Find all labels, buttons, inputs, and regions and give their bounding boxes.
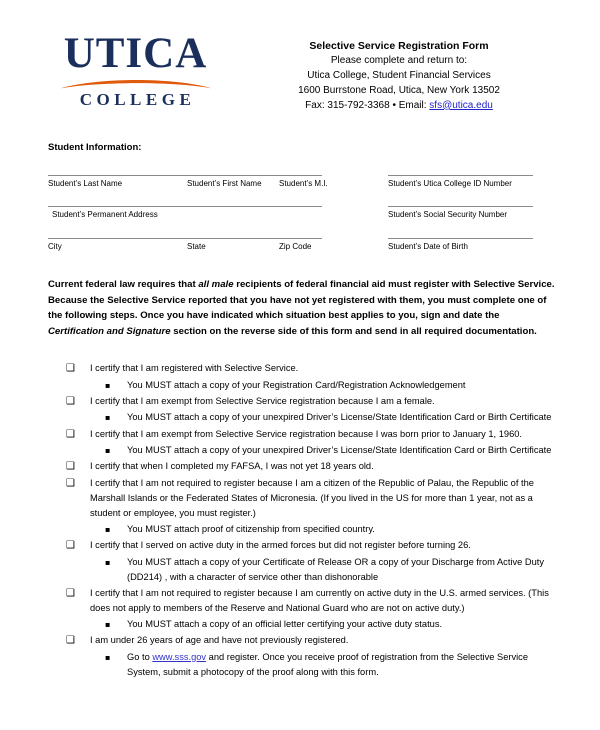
label-last-name: Student’s Last Name (48, 179, 123, 188)
bullet-icon: ▪ (105, 380, 111, 390)
field-row-city-state-zip (48, 238, 555, 252)
checkbox-icon[interactable]: ❑ (66, 587, 75, 599)
ssn-label-wrap (388, 210, 533, 220)
dob-group (388, 238, 533, 252)
checklist-option[interactable] (66, 538, 558, 554)
checklist-subnote (105, 522, 558, 537)
checklist-option-text: I certify that I am registered with Selective Service. (90, 363, 299, 374)
label-college-id: Student’s Utica College ID Number (388, 179, 512, 188)
logo-wordmark-utica: UTICA (63, 30, 208, 77)
checklist-option[interactable] (66, 476, 558, 521)
address-input-line[interactable] (48, 206, 322, 207)
field-row-name (48, 175, 555, 189)
college-id-label-wrap (388, 179, 533, 189)
bullet-icon: ▪ (105, 413, 111, 423)
checklist-option-text: I certify that I am exempt from Selective Service registration because I was born prior to January 1, 1960. (90, 428, 522, 439)
name-input-line[interactable] (48, 175, 322, 176)
federal-law-notice (0, 277, 600, 339)
student-information-heading: Student Information: (48, 142, 142, 153)
student-fields-grid (48, 175, 555, 252)
page-header (0, 0, 600, 111)
bullet-icon: ▪ (105, 525, 111, 534)
checklist-option-text: I certify that I am not required to register because I am currently on active duty in the U.S. armed services. (This does not apply to members of the Reserve and National Guard who are not on active duty.) (90, 587, 549, 613)
checklist-option-text: I certify that I am exempt from Selective Service registration because I am a female. (90, 395, 435, 406)
city-state-zip-group (48, 238, 322, 252)
checkbox-icon[interactable]: ❑ (66, 461, 75, 473)
address-label-wrap (48, 210, 322, 220)
checklist-option-text: I certify that I am not required to register because I am a citizen of the Republic of Palau, the Republic of the Marshall Islands or the Federated States of Micronesia. (If you lived in the US for more than 1 year, not as a student or employee, you must register.) (90, 477, 534, 518)
header-address-block (223, 30, 555, 113)
checkbox-icon[interactable]: ❑ (66, 477, 75, 489)
logo-wordmark-college: COLLEGE (79, 89, 196, 109)
page-title: Selective Service Registration Form (309, 40, 489, 52)
utica-college-logo (48, 30, 223, 110)
bullet-icon: ▪ (105, 557, 111, 567)
checklist-option[interactable] (66, 633, 558, 649)
checklist-subnote-text (127, 650, 558, 680)
checkbox-icon[interactable]: ❑ (66, 363, 75, 375)
ssn-group (388, 206, 533, 220)
ssn-input-line[interactable] (388, 206, 533, 207)
name-fields-group (48, 175, 328, 189)
college-id-input-line[interactable] (388, 175, 533, 176)
header-contact-line (243, 99, 555, 114)
checklist-subnote (105, 617, 558, 632)
header-fax-text: Fax: 315-792-3368 • Email: (305, 99, 430, 111)
label-state: State (187, 241, 206, 251)
dob-input-line[interactable] (388, 238, 533, 239)
address-group (48, 206, 322, 220)
subnote-suffix: and register. Once you receive proof of registration from the Selective Service System, submit a photocopy of the proof along with this form. (127, 651, 528, 677)
label-city: City (48, 241, 62, 251)
bullet-icon: ▪ (105, 446, 111, 456)
bullet-icon: ▪ (105, 652, 111, 662)
checklist-option[interactable] (66, 427, 558, 443)
checklist-subnote-text: You MUST attach a copy of your unexpired Driver’s License/State Identification Card or Birth Certificate (127, 412, 552, 423)
checklist-subnote-text: You MUST attach a copy of your Registration Card/Registration Acknowledgement (127, 379, 466, 390)
checklist-option-text: I am under 26 years of age and have not previously registered. (90, 635, 349, 646)
checklist-subnote (105, 378, 558, 393)
notice-part-1: Current federal law requires that (48, 279, 199, 291)
checklist-option[interactable] (66, 394, 558, 410)
dob-label-wrap (388, 242, 533, 252)
checkbox-icon[interactable]: ❑ (66, 635, 75, 647)
checklist-option-text: I certify that I served on active duty in the armed forces but did not register before turning 26. (90, 540, 471, 551)
city-state-zip-labels (48, 242, 322, 252)
header-street-address: 1600 Burrstone Road, Utica, New York 13502 (298, 84, 500, 96)
checkbox-icon[interactable]: ❑ (66, 395, 75, 407)
notice-part-2: recipients of federal financial aid must register with Selective Service. Because the Selective Service reported that you have not yet registered with them, you must complete one of the following steps. Once you have indicated which situation best applies to you, sign and date the (48, 279, 555, 322)
label-middle-initial: Student’s M.I. (279, 179, 328, 188)
certification-checklist (0, 361, 600, 679)
notice-part-3: section on the reverse side of this form and send in all required documentation. (170, 325, 537, 337)
subnote-prefix: Go to (127, 651, 153, 662)
checkbox-icon[interactable]: ❑ (66, 540, 75, 552)
checklist-subnote-text: You MUST attach a copy of your Certificate of Release OR a copy of your Discharge from Active Duty (DD214) , with a character of service other than dishonorable (127, 556, 544, 582)
field-row-address (48, 206, 555, 220)
checklist-option[interactable] (66, 459, 558, 475)
checklist-subnote (105, 555, 558, 585)
notice-emphasis-all-male: all male (198, 279, 234, 291)
checklist-subnote-text: You MUST attach a copy of your unexpired Driver’s License/State Identification Card or Birth Certificate (127, 445, 552, 456)
checkbox-icon[interactable]: ❑ (66, 428, 75, 440)
student-information-section (0, 142, 600, 252)
label-first-name: Student’s First Name (187, 179, 262, 188)
bullet-icon: ▪ (105, 619, 111, 629)
label-date-of-birth: Student’s Date of Birth (388, 241, 468, 251)
checklist-subnote (105, 410, 558, 425)
checklist-option-text: I certify that when I completed my FAFSA, I was not yet 18 years old. (90, 461, 374, 472)
sss-gov-link[interactable]: www.sss.gov (152, 651, 207, 662)
header-department: Utica College, Student Financial Services (307, 70, 491, 82)
checklist-option[interactable] (66, 586, 558, 616)
checklist-subnote (105, 443, 558, 458)
checklist-option[interactable] (66, 361, 558, 377)
label-zip-code: Zip Code (279, 241, 312, 251)
checklist-subnote-text: You MUST attach proof of citizenship from specified country. (127, 524, 375, 534)
name-field-labels (48, 179, 328, 189)
label-permanent-address: Student’s Permanent Address (52, 210, 158, 220)
city-state-zip-input-line[interactable] (48, 238, 322, 239)
college-id-group (388, 175, 533, 189)
logo-swoosh-icon (60, 76, 212, 89)
checklist-subnote (105, 650, 558, 680)
header-instruction: Please complete and return to: (330, 55, 468, 67)
checklist-subnote-text: You MUST attach a copy of an official letter certifying your active duty status. (127, 618, 443, 629)
notice-emphasis-certification: Certification and Signature (48, 325, 171, 337)
label-ssn: Student’s Social Security Number (388, 210, 508, 220)
email-link[interactable]: sfs@utica.edu (429, 99, 493, 111)
